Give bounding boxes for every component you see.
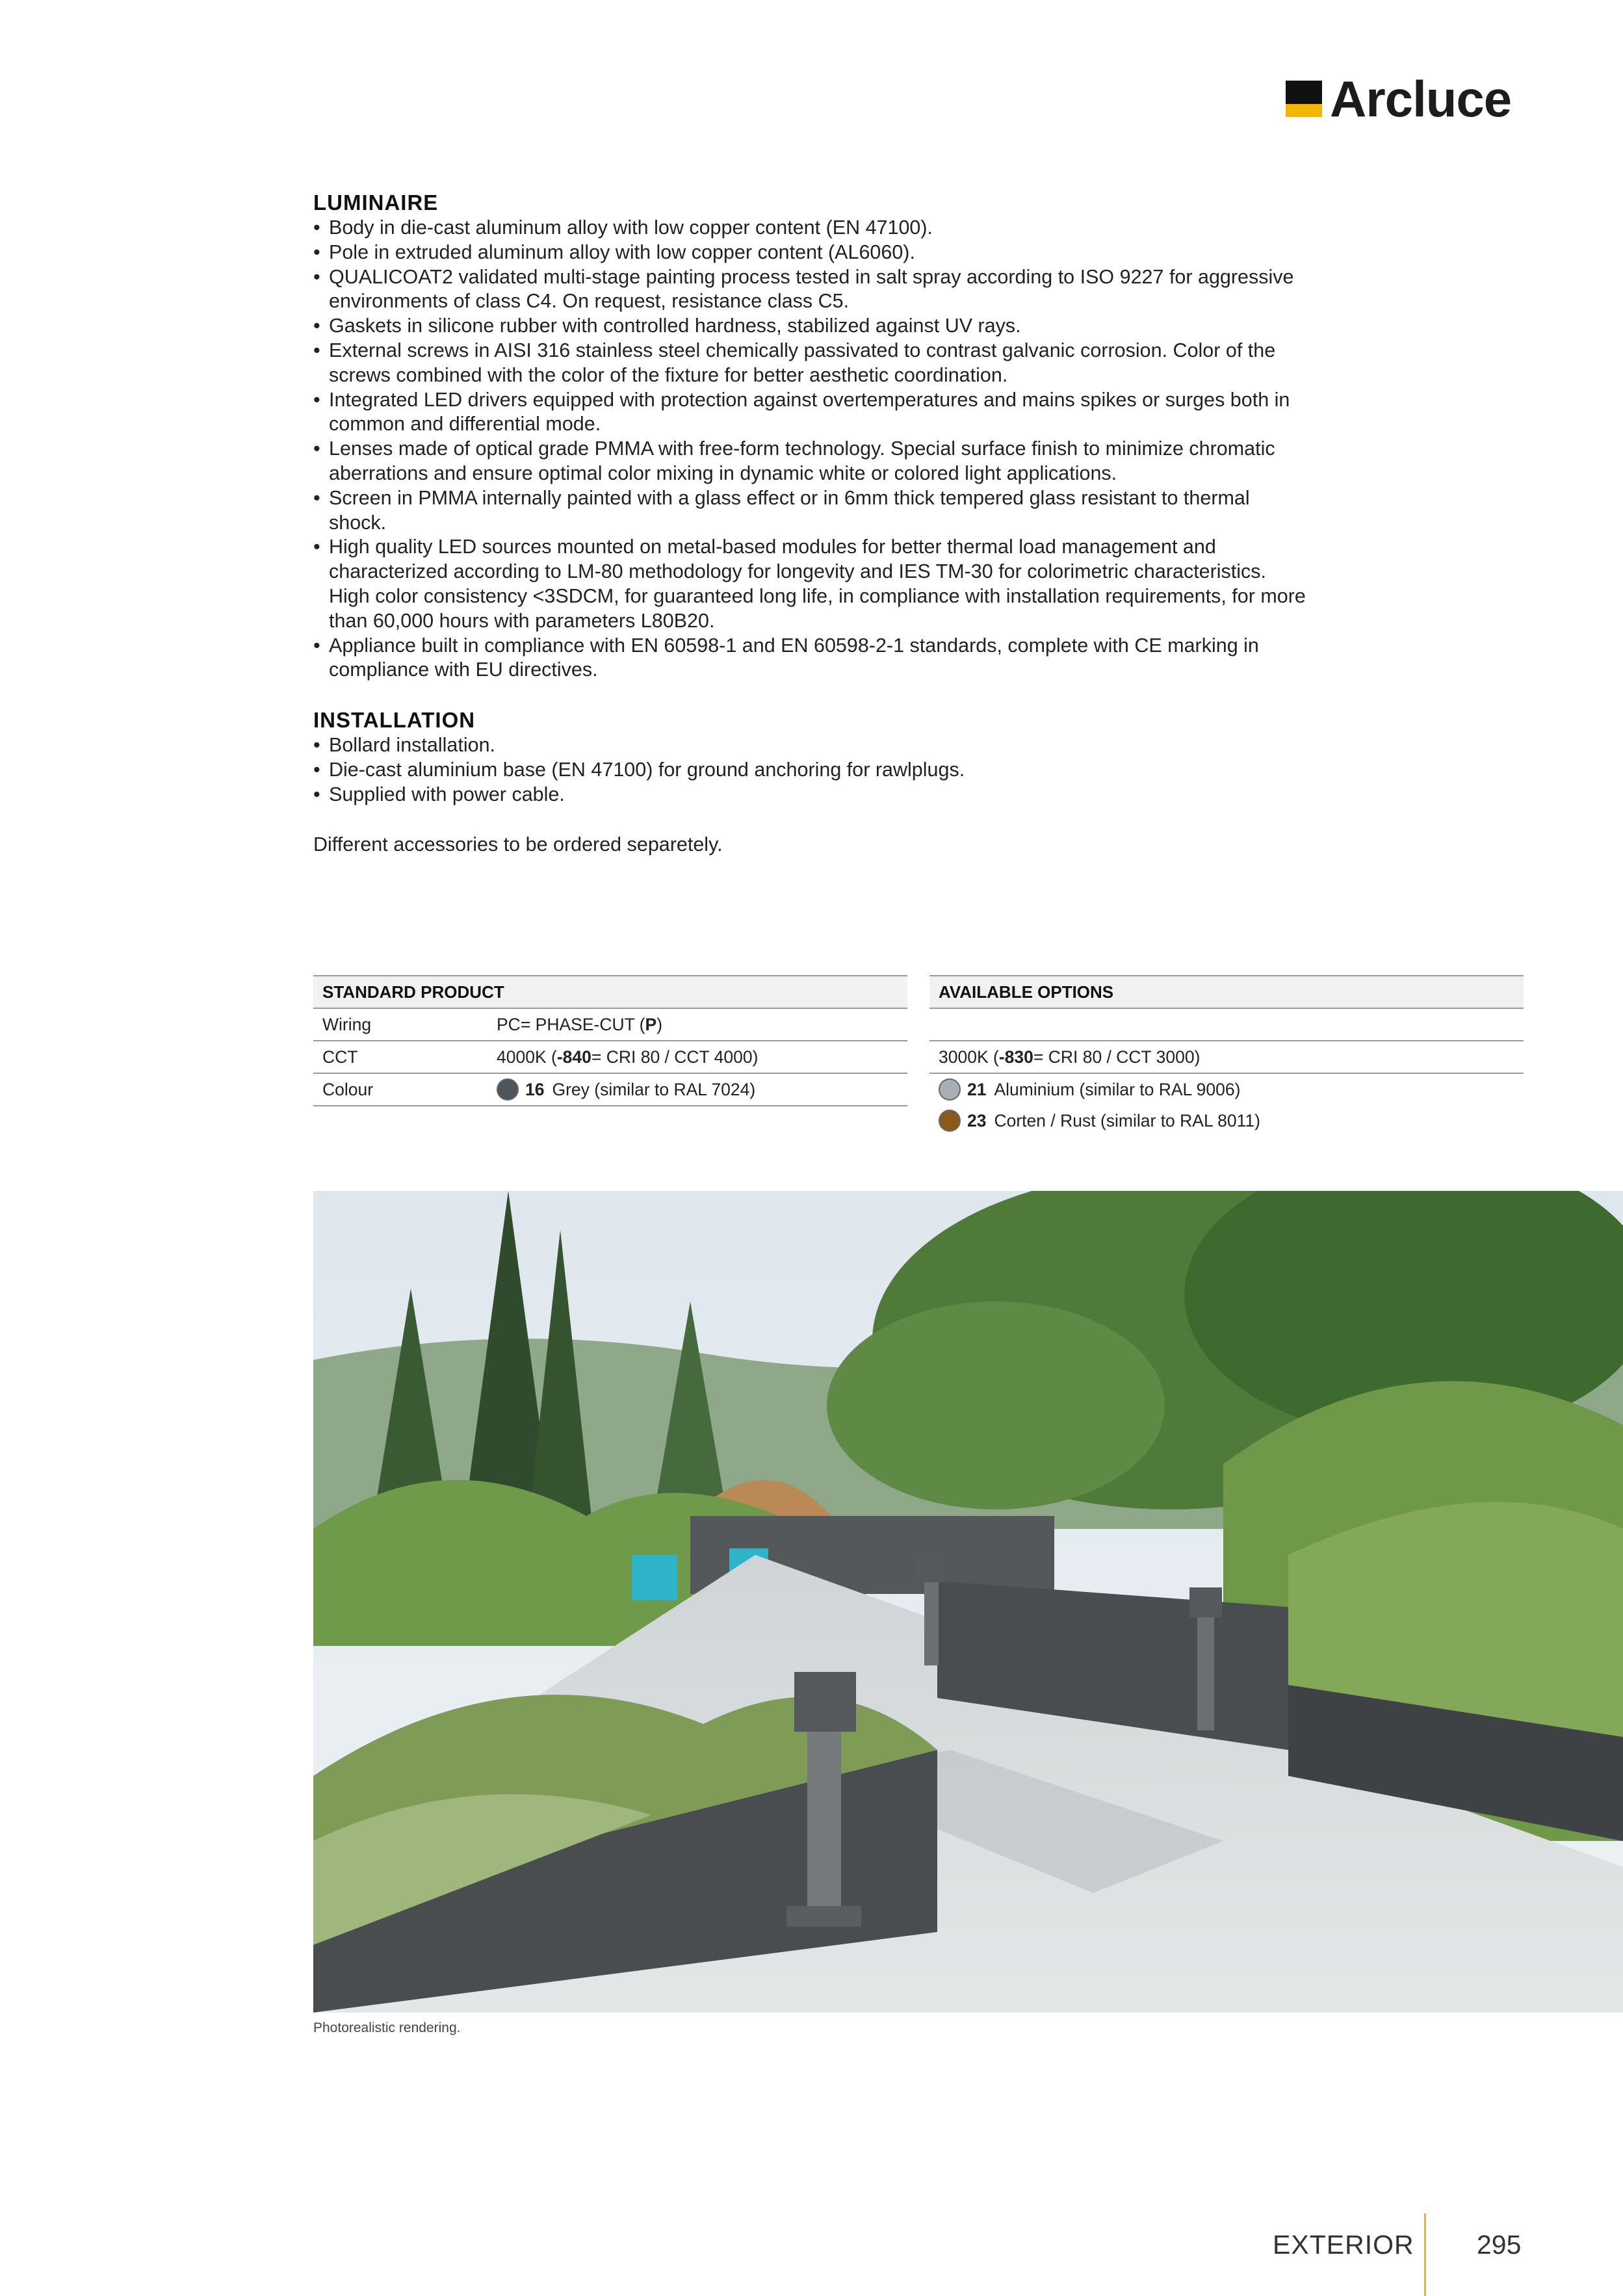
standard-product-table bbox=[313, 975, 907, 1106]
luminaire-heading: LUMINAIRE bbox=[313, 190, 439, 215]
accessories-note: Different accessories to be ordered separetely. bbox=[313, 833, 723, 855]
logo-mark-icon bbox=[1286, 81, 1322, 117]
spec-text bbox=[313, 190, 1308, 857]
table-row-colour-option bbox=[929, 1105, 1524, 1136]
colour-swatch-icon bbox=[497, 1078, 519, 1101]
table-row-cct bbox=[313, 1041, 907, 1074]
garden-rendering-image bbox=[313, 1191, 1623, 2013]
list-item: • Lenses made of optical grade PMMA with free-form technology. Special surface finish to minimize chromatic aberrations and ensure optimal color mixing in dynamic white or colored light applications. bbox=[313, 437, 1308, 486]
colour-swatch-icon bbox=[939, 1110, 961, 1132]
list-item: • Bollard installation. bbox=[313, 733, 1308, 758]
colour-swatch-icon bbox=[939, 1078, 961, 1101]
list-item: • Screen in PMMA internally painted with a glass effect or in 6mm thick tempered glass resistant to thermal shock. bbox=[313, 486, 1308, 536]
row-value: 3000K ( -830 = CRI 80 / CCT 3000) bbox=[939, 1047, 1201, 1067]
page-number: 295 bbox=[1477, 2230, 1522, 2260]
footer-divider bbox=[1424, 2213, 1426, 2296]
photo-caption: Photorealistic rendering. bbox=[313, 2020, 461, 2035]
available-options-table bbox=[929, 975, 1524, 1136]
row-value: 4000K ( -840 = CRI 80 / CCT 4000) bbox=[497, 1047, 759, 1067]
table-row-colour-option bbox=[929, 1074, 1524, 1105]
list-item: • High quality LED sources mounted on metal-based modules for better thermal load management and characterized according to LM-80 methodology for longevity and IES TM-30 for colorimetric characteristics. High color consistency <3SDCM, for guaranteed long life, in compliance with installation requirements, for more than 60,000 hours with parameters L80B20. bbox=[313, 535, 1308, 633]
row-value: 16 Grey (similar to RAL 7024) bbox=[497, 1078, 907, 1101]
available-options-heading: AVAILABLE OPTIONS bbox=[929, 975, 1524, 1009]
list-item: • Pole in extruded aluminum alloy with low copper content (AL6060). bbox=[313, 241, 1308, 265]
table-row-cct-option bbox=[929, 1041, 1524, 1074]
list-item: • Body in die-cast aluminum alloy with low copper content (EN 47100). bbox=[313, 216, 1308, 241]
list-item: • QUALICOAT2 validated multi-stage painting process tested in salt spray according to ISO 9227 for aggressive environments of class C4. On request, resistance class C5. bbox=[313, 265, 1308, 315]
footer-section: EXTERIOR bbox=[1273, 2230, 1414, 2260]
row-value: PC= PHASE-CUT ( P ) bbox=[497, 1014, 663, 1034]
table-row-colour bbox=[313, 1074, 907, 1106]
row-value: 23 Corten / Rust (similar to RAL 8011) bbox=[929, 1110, 1524, 1132]
list-item: • Appliance built in compliance with EN 60598-1 and EN 60598-2-1 standards, complete with CE marking in compliance with EU directives. bbox=[313, 634, 1308, 683]
list-item: • Die-cast aluminium base (EN 47100) for ground anchoring for rawlplugs. bbox=[313, 758, 1308, 783]
installation-list bbox=[313, 733, 1308, 807]
brand-logo bbox=[1286, 70, 1512, 127]
list-item: • Integrated LED drivers equipped with protection against overtemperatures and mains spikes or surges both in common and differential mode. bbox=[313, 388, 1308, 437]
table-row-wiring bbox=[313, 1009, 907, 1041]
row-value: 21 Aluminium (similar to RAL 9006) bbox=[929, 1078, 1524, 1101]
luminaire-list bbox=[313, 216, 1308, 683]
list-item: • External screws in AISI 316 stainless steel chemically passivated to contrast galvanic corrosion. Color of the screws combined with the color of the fixture for better aesthetic coordination. bbox=[313, 339, 1308, 388]
row-label: CCT bbox=[322, 1047, 358, 1067]
installation-heading: INSTALLATION bbox=[313, 708, 476, 733]
logo-text: Arcluce bbox=[1330, 70, 1512, 127]
list-item: • Supplied with power cable. bbox=[313, 783, 1308, 807]
row-label: Wiring bbox=[322, 1014, 372, 1034]
standard-product-heading: STANDARD PRODUCT bbox=[313, 975, 907, 1009]
table-row-wiring-empty bbox=[929, 1009, 1524, 1041]
row-label: Colour bbox=[322, 1079, 374, 1099]
list-item: • Gaskets in silicone rubber with controlled hardness, stabilized against UV rays. bbox=[313, 314, 1308, 339]
